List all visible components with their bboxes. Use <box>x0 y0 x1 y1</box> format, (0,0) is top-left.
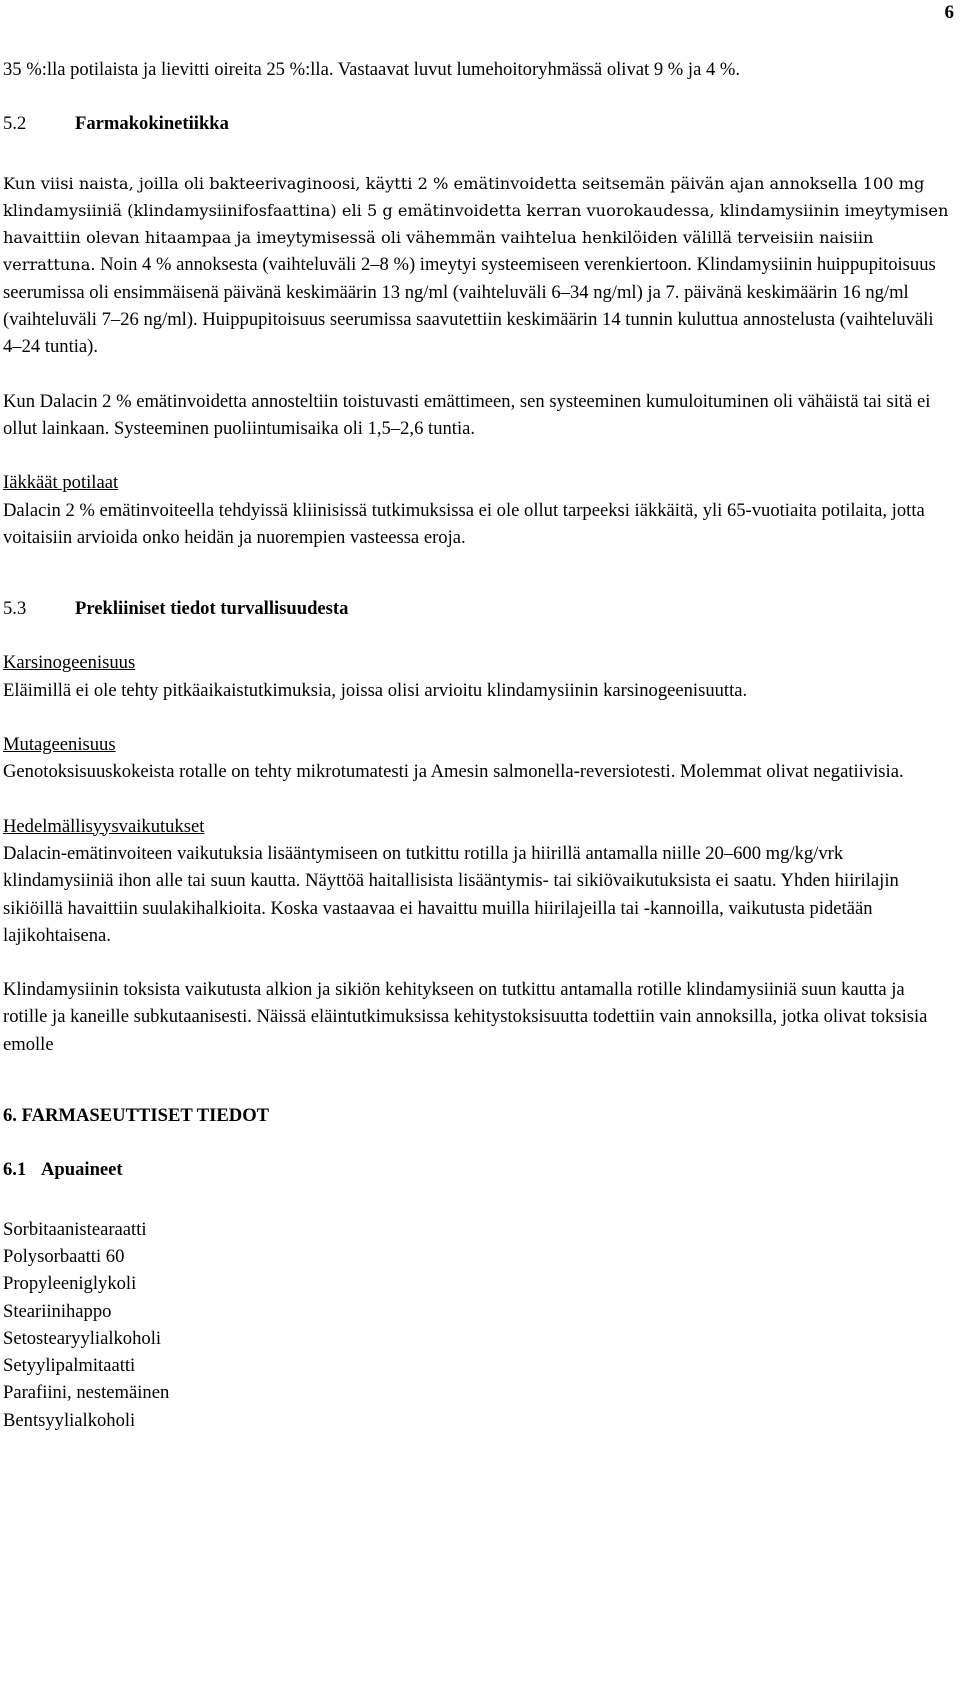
section-5-3-heading <box>3 595 953 622</box>
excipient-list <box>3 1216 953 1434</box>
elderly-patients-text: Dalacin 2 % emätinvoiteella tehdyissä kliinisissä tutkimuksissa ei ole ollut tarpeeksi iäkkäitä, yli 65-vuotiaita potilaita, jotta voitaisiin arvioida onko heidän ja nuorempien vasteessa eroja. <box>3 499 925 548</box>
pk-text-b: Noin 4 % annoksesta (vaihteluväli 2–8 %) imeytyi systeemiseen verenkiertoon. <box>100 254 692 276</box>
section-title: Farmakokinetiikka <box>75 113 229 135</box>
pharmacokinetics-paragraph-2: Kun Dalacin 2 % emätinvoidetta annosteltiin toistuvasti emättimeen, sen systeeminen kumuloituminen oli vähäistä tai sitä ei ollut lainkaan. Systeeminen puoliintumisaika oli 1,5–2,6 tuntia. <box>3 390 931 439</box>
list-item: Setostearyylialkoholi <box>3 1327 162 1349</box>
list-item: Sorbitaanistearaatti <box>3 1218 147 1240</box>
mutagenicity-heading: Mutageenisuus <box>3 734 116 756</box>
carcinogenicity-text: Eläimillä ei ole tehty pitkäaikaistutkimuksia, joissa olisi arvioitu klindamysiinin karsinogeenisuutta. <box>3 679 748 701</box>
list-item: Bentsyylialkoholi <box>3 1409 136 1431</box>
list-item: Parafiini, nestemäinen <box>3 1382 170 1404</box>
elderly-patients-heading: Iäkkäät potilaat <box>3 472 119 494</box>
pk-text-a: Kun viisi naista, joilla oli bakteerivaginoosi, käytti 2 % emätinvoidetta seitsemän päivän ajan annoksella 100 mg klindamysiiniä (klindamysiinifosfaattina) eli 5 g emätinvoidetta kerran vuorokaudessa, klindamysiinin imeytymisen havaittiin olevan hitaampaa ja imeytymisessä oli vähemmän vaihtelua henkilöiden välillä terveisiin naisiin verrattuna. <box>3 173 949 275</box>
pk-text-c: Klindamysiinin huippupitoisuus seerumissa oli ensimmäisenä päivänä keskimäärin 13 ng/ml (vaihteluväli 6–34 ng/ml) ja 7. päivänä keskimäärin 16 ng/ml (vaihteluväli 7–26 ng/ml). Huippupitoisuus seerumissa saavutettiin keskimäärin 14 tunnin kuluttua annostelusta (vaihteluväli 4–24 tuntia). <box>3 254 936 358</box>
list-item: Setyylipalmitaatti <box>3 1355 136 1377</box>
toxicity-text: Klindamysiinin toksista vaikutusta alkion ja sikiön kehitykseen on tutkittu antamalla rotille klindamysiiniä suun kautta ja rotille ja kaneille subkutaanisesti. Näissä eläintutkimuksissa kehitystoksisuutta todettiin vain annoksilla, jotka olivat toksisia emolle <box>3 979 928 1055</box>
fertility-heading: Hedelmällisyysvaikutukset <box>3 815 205 837</box>
intro-paragraph: 35 %:lla potilaista ja lievitti oireita 25 %:lla. Vastaavat luvut lumehoitoryhmässä olivat 9 % ja 4 %. <box>3 59 741 80</box>
section-title: Apuaineet <box>41 1159 123 1181</box>
section-6-1-heading <box>3 1156 953 1183</box>
section-number: 5.2 <box>3 113 27 135</box>
page-number: 6 <box>944 2 954 23</box>
mutagenicity-text: Genotoksisuuskokeista rotalle on tehty mikrotumatesti ja Amesin salmonella-reversiotesti. Molemmat olivat negatiivisia. <box>3 761 904 783</box>
section-5-2-heading <box>3 110 953 137</box>
list-item: Propyleeniglykoli <box>3 1273 137 1295</box>
list-item: Polysorbaatti 60 <box>3 1245 125 1267</box>
section-title: Prekliiniset tiedot turvallisuudesta <box>75 598 349 620</box>
carcinogenicity-heading: Karsinogeenisuus <box>3 652 136 674</box>
fertility-text: Dalacin-emätinvoiteen vaikutuksia lisääntymiseen on tutkittu rotilla ja hiirillä antamalla niille 20–600 mg/kg/vrk klindamysiiniä ihon alle tai suun kautta. Näyttöä haitallisista lisääntymis- tai sikiövaikutuksista ei saatu. Yhden hiirilajin sikiöillä havaittiin suulakihalkioita. Koska vastaavaa ei havaittu muilla hiirilajeilla tai -kannoilla, vaikutusta pidetään lajikohtaisena. <box>3 842 899 946</box>
page-content <box>3 56 953 1434</box>
section-number: 5.3 <box>3 598 27 620</box>
section-6-heading: 6. FARMASEUTTISET TIEDOT <box>3 1105 270 1127</box>
section-number: 6.1 <box>3 1159 27 1181</box>
list-item: Steariinihappo <box>3 1300 112 1322</box>
pharmacokinetics-paragraph-1 <box>3 170 953 361</box>
